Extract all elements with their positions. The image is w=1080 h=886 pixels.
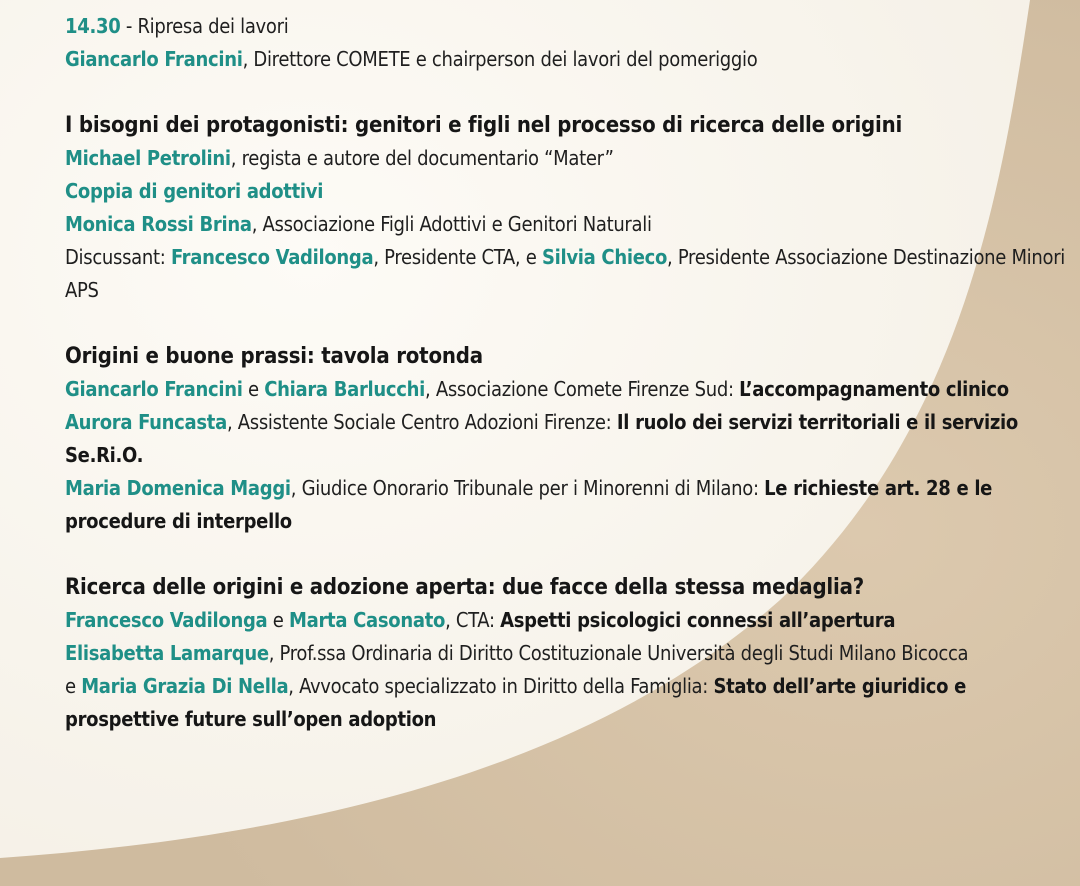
speaker-name: Marta Casonato bbox=[289, 608, 446, 632]
spacer bbox=[65, 307, 1065, 340]
speaker-role: , CTA: bbox=[445, 608, 501, 632]
speaker-line bbox=[65, 406, 1065, 472]
speaker-role: , Associazione Comete Firenze Sud: bbox=[425, 377, 740, 401]
speaker-role: , Prof.ssa Ordinaria di Diritto Costituzionale Università degli Studi Milano Bicocca bbox=[268, 641, 969, 665]
speaker-role: , Giudice Onorario Tribunale per i Minorenni di Milano: bbox=[290, 476, 765, 500]
spacer bbox=[65, 76, 1065, 109]
speaker-line bbox=[65, 670, 1065, 736]
speaker-role: , Presidente CTA, e bbox=[373, 245, 542, 269]
speaker-name: Giancarlo Francini bbox=[65, 47, 243, 71]
speaker-name: Chiara Barlucchi bbox=[264, 377, 425, 401]
speaker-line bbox=[65, 373, 1065, 406]
speaker-line bbox=[65, 604, 1065, 637]
session-resume-line bbox=[65, 10, 1065, 43]
talk-topic: Il ruolo dei servizi territoriali e il servizio Se.Ri.O. bbox=[65, 410, 1018, 467]
speaker-role: , regista e autore del documentario “Mater” bbox=[230, 146, 614, 170]
speaker-name: Monica Rossi Brina bbox=[65, 212, 252, 236]
speaker-line bbox=[65, 472, 1065, 538]
spacer bbox=[65, 538, 1065, 571]
speaker-role: , Assistente Sociale Centro Adozioni Firenze: bbox=[226, 410, 617, 434]
speaker-name: Giancarlo Francini bbox=[65, 377, 243, 401]
section-heading-bisogni: I bisogni dei protagonisti: genitori e figli nel processo di ricerca delle origini bbox=[65, 113, 903, 138]
talk-topic: Aspetti psicologici connessi all’apertura bbox=[500, 608, 896, 632]
section-heading-adozione-aperta: Ricerca delle origini e adozione aperta: due facce della stessa medaglia? bbox=[65, 575, 865, 600]
speaker-role: , Presidente Associazione Destinazione Minori APS bbox=[65, 245, 1065, 302]
discussant-label: Discussant: bbox=[65, 245, 171, 269]
section-heading-origini: Origini e buone prassi: tavola rotonda bbox=[65, 344, 483, 369]
discussant-line bbox=[65, 241, 1065, 307]
talk-topic: Le richieste art. 28 e le procedure di interpello bbox=[65, 476, 993, 533]
speaker-name: Michael Petrolini bbox=[65, 146, 231, 170]
program-text bbox=[65, 10, 1065, 736]
conjunction: e bbox=[267, 608, 289, 632]
speaker-name: Maria Grazia Di Nella bbox=[81, 674, 289, 698]
speaker-name: Silvia Chieco bbox=[541, 245, 668, 269]
speaker-name: Maria Domenica Maggi bbox=[65, 476, 291, 500]
speaker-line bbox=[65, 208, 1065, 241]
talk-topic: Stato dell’arte giuridico e prospettive future sull’open adoption bbox=[65, 674, 967, 731]
chair-line bbox=[65, 43, 1065, 76]
talk-topic: L’accompagnamento clinico bbox=[739, 377, 1009, 401]
speaker-name: Coppia di genitori adottivi bbox=[65, 179, 324, 203]
speaker-role: , Direttore COMETE e chairperson dei lavori del pomeriggio bbox=[242, 47, 758, 71]
speaker-line bbox=[65, 175, 1065, 208]
speaker-role: , Avvocato specializzato in Diritto della Famiglia: bbox=[288, 674, 714, 698]
speaker-name: Francesco Vadilonga bbox=[65, 608, 268, 632]
speaker-name: Aurora Funcasta bbox=[65, 410, 227, 434]
speaker-name: Francesco Vadilonga bbox=[170, 245, 374, 269]
speaker-line bbox=[65, 142, 1065, 175]
conjunction: e bbox=[65, 674, 82, 698]
speaker-line bbox=[65, 637, 1065, 670]
session-time: 14.30 bbox=[65, 14, 121, 38]
session-time-label: - Ripresa dei lavori bbox=[120, 14, 289, 38]
speaker-role: , Associazione Figli Adottivi e Genitori Naturali bbox=[251, 212, 652, 236]
conjunction: e bbox=[242, 377, 265, 401]
speaker-name: Elisabetta Lamarque bbox=[65, 641, 269, 665]
